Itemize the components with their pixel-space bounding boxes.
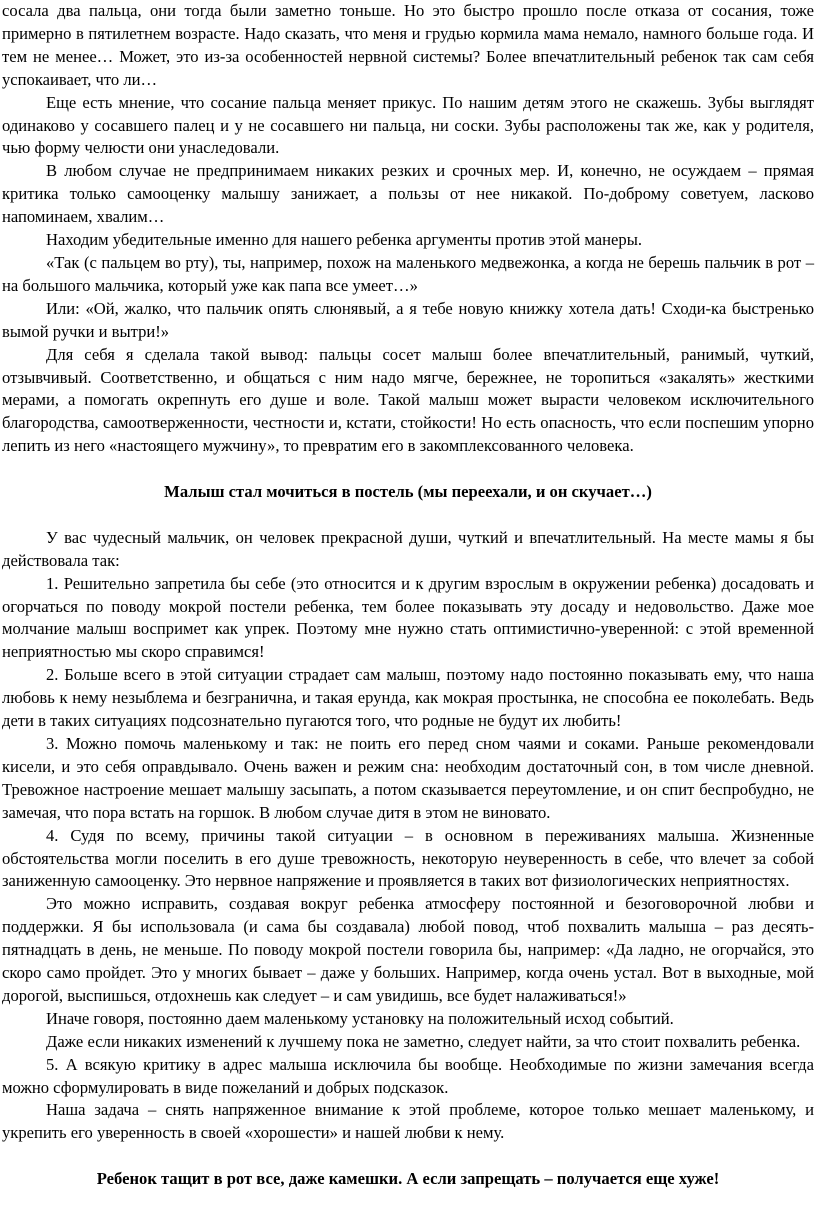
- list-paragraph: 3. Можно помочь маленькому и так: не поить его перед сном чаями и соками. Раньше рекомендовали кисели, и это себя оправдывало. Очень важен и режим сна: необходим достаточный сон, в том числе дневной. Тревожное настроение мешает малышу засыпать, а потом сказывается переутомление, и он спит беспробудно, не замечая, что пора встать на горшок. В любом случае дитя в этом не виновато.: [2, 733, 814, 822]
- paragraph: Даже если никаких изменений к лучшему пока не заметно, следует найти, за что стоит похвалить ребенка.: [46, 1031, 801, 1051]
- paragraph: У вас чудесный мальчик, он человек прекрасной души, чуткий и впечатлительный. На месте мамы я бы действовала так:: [2, 527, 814, 570]
- list-paragraph: 2. Больше всего в этой ситуации страдает сам малыш, поэтому надо постоянно показывать ему, что наша любовь к нему незыблема и безгранична, и такая ерунда, как мокрая простынка, не способна ее поколебать. Ведь дети в таких ситуациях подсознательно пугаются того, что родные не будут их любить!: [2, 665, 814, 731]
- spacer: [2, 1145, 814, 1168]
- paragraph: В любом случае не предпринимаем никаких резких и срочных мер. И, конечно, не осуждаем – прямая критика только самооценку малышу занижает, а пользы от нее никакой. По-доброму советуем, ласково напоминаем, хвалим…: [2, 161, 814, 227]
- paragraph: Или: «Ой, жалко, что пальчик опять слюнявый, а я тебе новую книжку хотела дать! Сходи-ка быстренько вымой ручки и вытри!»: [2, 298, 814, 341]
- paragraph: Находим убедительные именно для нашего ребенка аргументы против этой манеры.: [46, 230, 643, 250]
- spacer: [2, 458, 814, 481]
- paragraph: Это можно исправить, создавая вокруг ребенка атмосферу постоянной и безоговорочной любви и поддержки. Я бы использовала (и сама бы создавала) любой повод, чтоб похвалить малыша – раз десять-пятнадцать в день, не меньше. По поводу мокрой постели говорила бы, например: «Да ладно, не огорчайся, это скоро само пройдет. Это у многих бывает – даже у больших. Например, когда очень устал. Вот в выходные, мой дорогой, выспишься, отдохнешь как следует – и сам увидишь, все будет налаживаться!»: [2, 894, 814, 1005]
- paragraph: Для себя я сделала такой вывод: пальцы сосет малыш более впечатлительный, ранимый, чуткий, отзывчивый. Соответственно, и общаться с ним надо мягче, бережнее, не торопиться «закалять» жесткими мерами, а помогать окрепнуть его душе и воле. Такой малыш может вырасти человеком исключительного благородства, самоотверженности, честности и, кстати, стойкости! Но есть опасность, что если поспешим упорно лепить из него «настоящего мужчину», то превратим его в закомплексованного человека.: [2, 344, 814, 456]
- paragraph: «Так (с пальцем во рту), ты, например, похож на маленького медвежонка, а когда не берешь пальчик в рот – на большого мальчика, который уже как папа все умеет…»: [2, 252, 814, 295]
- paragraph: Иначе говоря, постоянно даем маленькому установку на положительный исход событий.: [46, 1008, 674, 1028]
- spacer: [2, 504, 814, 527]
- section-heading: Малыш стал мочиться в постель (мы переехали, и он скучает…): [164, 482, 652, 502]
- paragraph: Наша задача – снять напряженное внимание к этой проблеме, которое только мешает маленькому, и укрепить его уверенность в своей «хорошести» и нашей любви к нему.: [2, 1100, 814, 1143]
- list-paragraph: 1. Решительно запретила бы себе (это относится и к другим взрослым в окружении ребенка) досадовать и огорчаться по поводу мокрой постели ребенка, тем более показывать эту досаду и недовольство. Даже мое молчание малыш воспримет как упрек. Поэтому мне нужно стать оптимистично-уверенной: с этой временной неприятностью мы скоро справимся!: [2, 573, 814, 662]
- list-paragraph: 5. А всякую критику в адрес малыша исключила бы вообще. Необходимые по жизни замечания всегда можно сформулировать в виде пожеланий и добрых подсказок.: [2, 1054, 814, 1097]
- section-heading: Ребенок тащит в рот все, даже камешки. А если запрещать – получается еще хуже!: [96, 1169, 720, 1189]
- paragraph: сосала два пальца, они тогда были заметно тоньше. Но это быстро прошло после отказа от сосания, тоже примерно в пятилетнем возрасте. Надо сказать, что меня и грудью кормила мама немало, намного больше года. И тем не менее… Может, это из-за особенностей нервной системы? Более впечатлительный ребенок так сам себя успокаивает, что ли…: [2, 1, 814, 89]
- list-paragraph: 4. Судя по всему, причины такой ситуации – в основном в переживаниях малыша. Жизненные обстоятельства могли поселить в его душе тревожность, некоторую неуверенность в себе, что влечет за собой заниженную самооценку. Это нервное напряжение и проявляется в таких вот физиологических неприятностях.: [2, 825, 814, 891]
- paragraph: Еще есть мнение, что сосание пальца меняет прикус. По нашим детям этого не скажешь. Зубы выглядят одинаково у сосавшего палец и у не сосавшего ни пальца, ни соски. Зубы расположены так же, как у родителя, чью форму челюсти они унаследовали.: [2, 92, 814, 158]
